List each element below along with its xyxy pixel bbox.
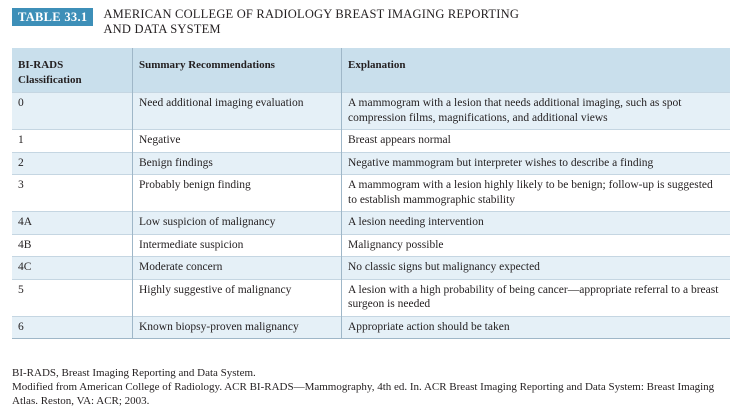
classification-cell: 2 xyxy=(18,156,24,169)
explanation-cell: Negative mammogram but interpreter wishes to describe a finding xyxy=(342,152,731,175)
classification-cell: 0 xyxy=(18,97,24,109)
explanation-cell: Malignancy possible xyxy=(342,234,731,257)
recommendation-cell: Probably benign finding xyxy=(133,175,342,212)
table-row xyxy=(12,212,730,235)
classification-cell: 1 xyxy=(18,134,24,146)
classification-cell: 6 xyxy=(18,320,24,333)
table-title-line-2: AND DATA SYSTEM xyxy=(103,22,221,36)
explanation-cell: Appropriate action should be taken xyxy=(342,316,731,339)
explanation-cell: A lesion needing intervention xyxy=(342,212,731,235)
explanation-cell: A mammogram with a lesion that needs additional imaging, such as spot compression films, magnifications, and additional views xyxy=(342,93,731,130)
table-row xyxy=(12,316,730,339)
classification-cell: 3 xyxy=(18,179,24,191)
table-row xyxy=(12,93,730,130)
table-title xyxy=(103,7,519,37)
footnote-source: Modified from American College of Radiology. ACR BI-RADS—Mammography, 4th ed. In. ACR Breast Imaging Reporting and Data System: Breast Imaging Atlas. Reston, VA: ACR; 2003. xyxy=(12,381,715,407)
recommendation-cell: Moderate concern xyxy=(133,257,342,280)
birads-table xyxy=(12,48,730,339)
table-row xyxy=(12,257,730,280)
column-header-recommendations: Summary Recommendations xyxy=(133,48,342,93)
table-title-line-1: AMERICAN COLLEGE OF RADIOLOGY BREAST IMAGING REPORTING xyxy=(103,7,520,21)
classification-cell: 4A xyxy=(18,216,33,228)
recommendation-cell: Negative xyxy=(133,130,342,153)
table-footnotes xyxy=(12,366,737,408)
footnote-abbreviation: BI-RADS, Breast Imaging Reporting and Data System. xyxy=(12,367,256,379)
explanation-cell: Breast appears normal xyxy=(342,130,731,153)
explanation-cell: No classic signs but malignancy expected xyxy=(342,257,731,280)
recommendation-cell: Benign findings xyxy=(133,152,342,175)
table-row xyxy=(12,130,730,153)
table-row xyxy=(12,175,730,212)
explanation-cell: A lesion with a high probability of being cancer—appropriate referral to a breast surgeon is needed xyxy=(342,279,731,316)
classification-cell: 5 xyxy=(18,283,24,296)
table-row xyxy=(12,234,730,257)
table-row xyxy=(12,152,730,175)
recommendation-cell: Known biopsy-proven malignancy xyxy=(133,316,342,339)
table-header xyxy=(12,7,519,37)
column-header-explanation: Explanation xyxy=(342,48,731,93)
classification-cell: 4C xyxy=(18,261,32,273)
table-number-badge: TABLE 33.1 xyxy=(12,8,93,26)
table-header-row xyxy=(12,48,730,93)
column-header-classification: BI-RADS Classification xyxy=(18,59,82,86)
table-row xyxy=(12,279,730,316)
classification-cell: 4B xyxy=(18,238,32,251)
recommendation-cell: Low suspicion of malignancy xyxy=(133,212,342,235)
recommendation-cell: Need additional imaging evaluation xyxy=(133,93,342,130)
explanation-cell: A mammogram with a lesion highly likely to be benign; follow-up is suggested to establish mammographic stability xyxy=(342,175,731,212)
recommendation-cell: Highly suggestive of malignancy xyxy=(133,279,342,316)
recommendation-cell: Intermediate suspicion xyxy=(133,234,342,257)
